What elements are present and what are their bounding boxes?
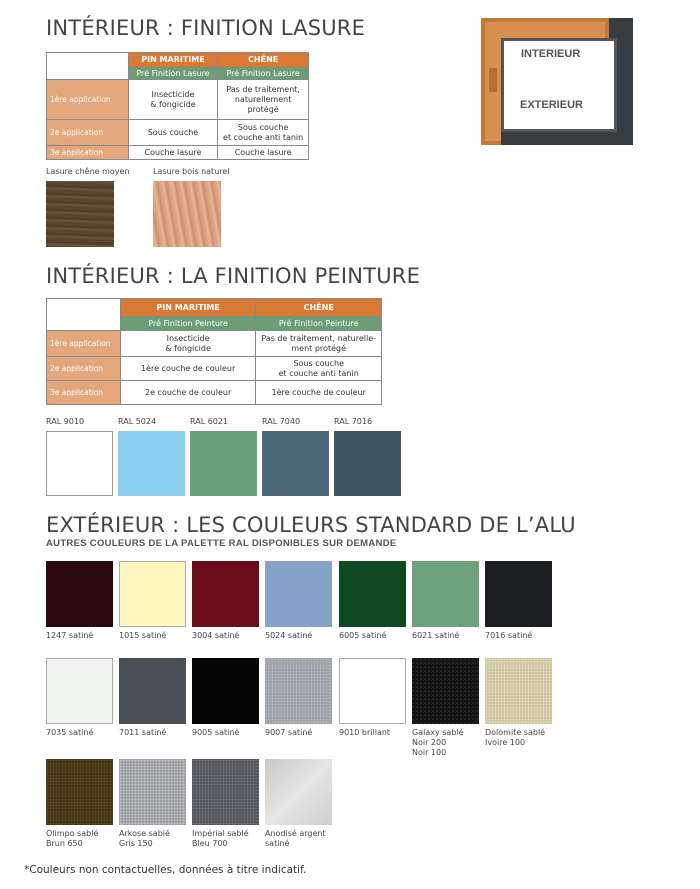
alu-swatch — [46, 759, 113, 825]
row-label: 2e application — [47, 120, 129, 146]
alu-swatch-label: Arkose sablé Gris 150 — [119, 829, 170, 848]
alu-title: EXTÉRIEUR : LES COULEURS STANDARD DE L’ALU — [46, 513, 576, 537]
alu-swatch-label: 7011 satiné — [119, 728, 167, 737]
table-cell: Pas de traitement, naturellement protégé — [218, 80, 309, 120]
alu-swatch-label: 7016 satiné — [485, 631, 533, 640]
table-cell: Insecticide & fongicide — [128, 80, 218, 120]
peinture-title: INTÉRIEUR : LA FINITION PEINTURE — [46, 264, 421, 288]
row-label: 3e application — [47, 381, 121, 405]
table-cell: Couche lasure — [128, 146, 218, 160]
table-cell: Couche lasure — [218, 146, 309, 160]
row-label: 2e application — [47, 357, 121, 381]
ral-label: RAL 7016 — [334, 417, 373, 426]
alu-swatch-label: 6005 satiné — [339, 631, 387, 640]
row-label: 1ère application — [47, 331, 121, 357]
ral-swatch — [262, 431, 329, 496]
footnote: *Couleurs non contactuelles, données à titre indicatif. — [24, 864, 307, 876]
window-illustration — [481, 18, 633, 145]
window-interieur-label: INTERIEUR — [521, 48, 581, 60]
alu-swatch-label: Galaxy sablé Noir 200 Noir 100 — [412, 728, 464, 757]
alu-swatch-label: Anodisé argent satiné — [265, 829, 326, 848]
alu-swatch-label: 7035 satiné — [46, 728, 94, 737]
ral-label: RAL 5024 — [118, 417, 157, 426]
ral-swatch — [118, 431, 185, 496]
peinture-table — [46, 298, 382, 405]
alu-swatch — [339, 561, 406, 627]
sample-label: Lasure chêne moyen — [46, 167, 130, 176]
alu-swatch — [46, 658, 113, 724]
alu-swatch — [119, 561, 186, 627]
col-header: CHÊNE — [218, 53, 309, 68]
col-subheader: Pré Finition Lasure — [218, 68, 309, 80]
alu-swatch-label: 9010 brillant — [339, 728, 391, 737]
ral-swatch — [46, 431, 113, 496]
alu-swatch — [119, 658, 186, 724]
alu-swatch — [412, 658, 479, 724]
alu-swatch — [192, 759, 259, 825]
alu-swatch — [265, 561, 332, 627]
alu-swatch — [46, 561, 113, 627]
ral-label: RAL 6021 — [190, 417, 229, 426]
table-cell: 1ère couche de couleur — [256, 381, 382, 405]
alu-swatch-label: 5024 satiné — [265, 631, 313, 640]
alu-swatch-label: 1247 satiné — [46, 631, 94, 640]
alu-swatch-label: Dolomite sablé Ivoire 100 — [485, 728, 546, 747]
table-corner — [47, 299, 121, 331]
col-header: PIN MARITIME — [120, 299, 256, 317]
alu-swatch — [265, 658, 332, 724]
table-cell: Sous couche — [128, 120, 218, 146]
alu-swatch — [265, 759, 332, 825]
window-exterieur-label: EXTERIEUR — [520, 99, 583, 111]
col-header: PIN MARITIME — [128, 53, 218, 68]
table-cell: Sous couche et couche anti tanin — [218, 120, 309, 146]
sample-label: Lasure bois naturel — [153, 167, 230, 176]
ral-label: RAL 9010 — [46, 417, 85, 426]
alu-swatch-label: 1015 satiné — [119, 631, 167, 640]
table-cell: 1ère couche de couleur — [120, 357, 256, 381]
col-subheader: Pré Finition Lasure — [128, 68, 218, 80]
col-header: CHÊNE — [256, 299, 382, 317]
row-label: 3e application — [47, 146, 129, 160]
sample-chene-moyen — [46, 181, 114, 247]
table-cell: Insecticide & fongicide — [120, 331, 256, 357]
col-subheader: Pré Finition Peinture — [120, 317, 256, 331]
alu-swatch-label: Olimpo sablé Brun 650 — [46, 829, 99, 848]
sample-bois-naturel — [153, 181, 221, 247]
lasure-table — [46, 52, 309, 160]
alu-swatch-label: 9005 satiné — [192, 728, 240, 737]
ral-label: RAL 7040 — [262, 417, 301, 426]
alu-swatch — [119, 759, 186, 825]
alu-swatch — [192, 561, 259, 627]
alu-swatch — [412, 561, 479, 627]
row-label: 1ère application — [47, 80, 129, 120]
alu-swatch-label: 6021 satiné — [412, 631, 460, 640]
table-cell: 2e couche de couleur — [120, 381, 256, 405]
alu-swatch — [339, 658, 406, 724]
lasure-title: INTÉRIEUR : FINITION LASURE — [46, 16, 366, 40]
ral-swatch — [190, 431, 257, 496]
table-corner — [47, 53, 129, 80]
table-cell: Sous couche et couche anti tanin — [256, 357, 382, 381]
col-subheader: Pré Finition Peinture — [256, 317, 382, 331]
alu-swatch — [192, 658, 259, 724]
table-cell: Pas de traitement, naturelle- ment protégé — [256, 331, 382, 357]
alu-swatch — [485, 561, 552, 627]
alu-swatch-label: 3004 satiné — [192, 631, 240, 640]
alu-swatch-label: Impérial sablé Bleu 700 — [192, 829, 249, 848]
alu-subtitle: AUTRES COULEURS DE LA PALETTE RAL DISPONIBLES SUR DEMANDE — [46, 538, 397, 549]
alu-swatch — [485, 658, 552, 724]
alu-swatch-label: 9007 satiné — [265, 728, 313, 737]
ral-swatch — [334, 431, 401, 496]
